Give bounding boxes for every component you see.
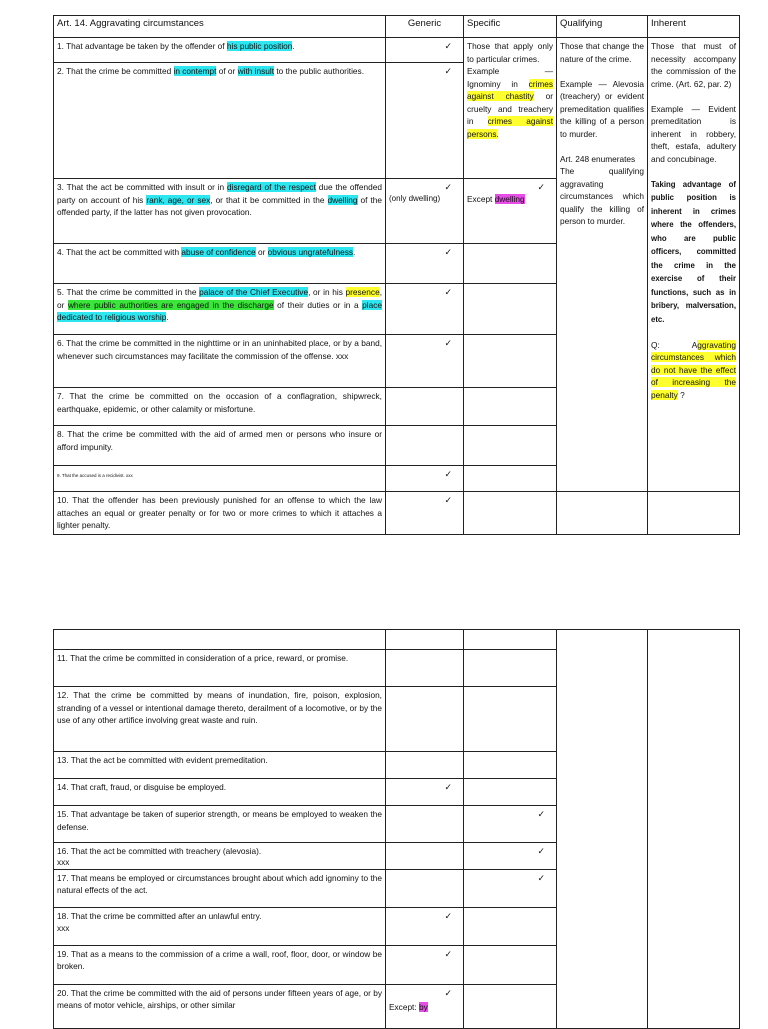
row-8-text: 8. That the crime be committed with the aid of armed men or persons who insure or afford impunity. [54,426,386,466]
header-inherent: Inherent [648,16,740,38]
row-10-text: 10. That the offender has been previously punished for an offense to which the law attaches an equal or greater penalty or for two or more crimes to which it attaches a lighter penalty. [54,492,386,535]
row-13-text: 13. That the act be committed with evident premeditation. [54,752,386,779]
row-5-generic [386,284,464,335]
specific-column: Those that apply only to particular crimes. Example — Ignominy in crimes against chastity or cruelty and treachery in crimes against persons. [464,38,557,179]
row-6-text: 6. That the crime be committed in the nighttime or in an uninhabited place, or by a band, whenever such circumstances may facilitate the commission of the offense. xxx [54,335,386,388]
checkmark: ✓ [537,809,545,819]
checkmark: ✓ [444,287,452,297]
checkmark: ✓ [444,338,452,348]
checkmark: ✓ [537,872,545,883]
row-20-text: 20. That the crime be committed with the aid of persons under fifteen years of age, or by means of motor vehicle, airships, or other similar [54,984,386,1028]
row-14-generic [386,779,464,806]
row-11-text: 11. That the crime be committed in consideration of a price, reward, or promise. [54,650,386,687]
row-10-generic [386,492,464,535]
row-20-generic [386,984,464,1028]
row-7-specific [464,388,557,426]
row-19-generic [386,945,464,984]
row-18-text: 18. That the crime be committed after an unlawful entry. xxx [54,907,386,945]
row-17-text: 17. That means be employed or circumstances brought about which add ignominy to the natural effects of the act. [54,869,386,907]
row-15-specific [464,806,557,843]
inherent-column-2 [648,630,740,1029]
row-9-text: 9. That the accused is a recidivist. xxx [54,466,386,492]
qualifying-column: Those that change the nature of the crime. Example — Alevosia (treachery) or evident premeditation qualifies the killing of a person to murder. Art. 248 enumerates The qualifying aggravating circumstances which qualify the killing of person to murder. [557,38,648,492]
row-3-text: 3. That the act be committed with insult or in disregard of the respect due the offended party on account of his rank, age, or sex, or that it be committed in the dwelling of the offended party, if the latter has not given provocation. [54,179,386,244]
row-16-specific [464,843,557,870]
row-10-specific [464,492,557,535]
row-5-text: 5. That the crime be committed in the palace of the Chief Executive, or in his presence, or where public authorities are engaged in the discharge of their duties or in a place dedicated to religious worship. [54,284,386,335]
checkmark: ✓ [444,948,452,959]
header-article: Art. 14. Aggravating circumstances [54,16,386,38]
row-6-generic [386,335,464,388]
row-15-text: 15. That advantage be taken of superior strength, or means be employed to weaken the defense. [54,806,386,843]
row-3-generic: ✓ (only dwelling) [386,179,464,244]
checkmark: ✓ [444,41,452,51]
header-row [54,630,740,650]
checkmark: ✓ [537,846,545,856]
row-7-generic [386,388,464,426]
row-4-text: 4. That the act be committed with abuse of confidence or obvious ungratefulness. [54,244,386,284]
checkmark: ✓ [444,910,452,921]
row-3-specific: ✓ Except dwelling [464,179,557,244]
row-1-generic [386,38,464,63]
table-row [54,38,740,63]
row-7-text: 7. That the crime be committed on the occasion of a conflagration, shipwreck, earthquake, epidemic, or other calamity or misfortune. [54,388,386,426]
checkmark: ✓ [444,987,452,998]
row-10-qualifying [557,492,648,535]
row-18-generic [386,907,464,945]
row-4-specific [464,244,557,284]
row-14-text: 14. That craft, fraud, or disguise be employed. [54,779,386,806]
row-8-specific [464,426,557,466]
header-generic: Generic [386,16,464,38]
row-6-specific [464,335,557,388]
row-12-text: 12. That the crime be committed by means of inundation, fire, poison, explosion, stranding of a vessel or intentional damage thereto, derailment of a locomotive, or by the use of any other artifice involving great waste and ruin. [54,687,386,752]
checkmark: ✓ [444,247,452,257]
checkmark: ✓ [444,182,452,192]
checkmark: ✓ [444,469,452,479]
aggravating-circumstances-table-1 [53,15,740,535]
row-17-specific [464,869,557,907]
checkmark: ✓ [444,495,452,505]
inherent-column: Those that must of necessity accompany the commission of the crime. (Art. 62, par. 2) Example — Evident premeditation is inherent in robbery, theft, estafa, adultery and concubinage. Taking advantage of public position is inherent in crimes where the offenders, who are public officers, committed the crime in the exercise of their functions, such as in bribery, malversation, etc. Q: Aggravating circumstances which do not have the effect of increasing the penalty ? [648,38,740,492]
row-2-generic [386,63,464,179]
row-9-specific [464,466,557,492]
row-16-text: 16. That the act be committed with treachery (alevosia). xxx [54,843,386,870]
checkmark: ✓ [444,66,452,76]
row-1-text: 1. That advantage be taken by the offender of his public position. [54,38,386,63]
row-9-generic [386,466,464,492]
header-specific: Specific [464,16,557,38]
row-4-generic [386,244,464,284]
qualifying-column-2 [557,630,648,1029]
aggravating-circumstances-table-2 [53,629,740,1029]
row-5-specific [464,284,557,335]
row-10-inherent [648,492,740,535]
header-row [54,16,740,38]
table-row [54,492,740,535]
row-2-text: 2. That the crime be committed in contempt of or with insult to the public authorities. [54,63,386,179]
row-8-generic [386,426,464,466]
header-qualifying: Qualifying [557,16,648,38]
checkmark: ✓ [537,182,545,192]
row-19-text: 19. That as a means to the commission of a crime a wall, roof, floor, door, or window be broken. [54,945,386,984]
row-20-exception: Except: by [389,1001,428,1012]
checkmark: ✓ [444,782,452,792]
